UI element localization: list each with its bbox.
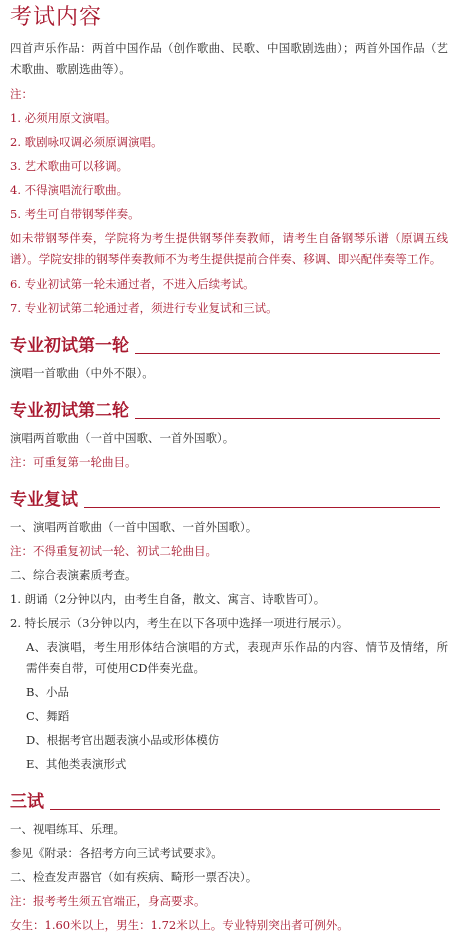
page-title: 考试内容 [10,5,103,30]
retest-item-2: 二、综合表演素质考查。 [10,568,137,582]
note-item-3: 3. 艺术歌曲可以移调。 [10,159,129,173]
third-item-1: 一、视唱练耳、乐理。 [10,822,125,836]
repertoire-requirement: 四首声乐作品：两首中国作品（创作歌曲、民歌、中国歌剧选曲）；两首外国作品（艺术歌曲、歌剧选曲等）。 [10,41,448,76]
talent-option-a: A、表演唱，考生用形体结合演唱的方式，表现声乐作品的内容、情节及情绪，所需伴奏自带，可使用CD伴奏光盘。 [26,640,448,675]
section-rule [50,809,440,810]
note-item-1: 1. 必须用原文演唱。 [10,111,117,125]
round2-text: 演唱两首歌曲（一首中国歌、一首外国歌）。 [10,431,235,445]
section-title: 专业初试第一轮 [10,336,129,356]
talent-option-c: C、舞蹈 [26,709,70,723]
section-rule [84,507,440,508]
section-title: 三试 [10,792,44,812]
section-rule [135,353,440,354]
third-item-2: 二、检查发声器官（如有疾病、畸形一票否决）。 [10,870,258,884]
third-note-1: 注：报考考生须五官端正，身高要求。 [10,894,206,908]
note-item-5: 5. 考生可自带钢琴伴奏。 [10,207,140,221]
section-heading-round1 [10,335,448,357]
talent-option-d: D、根据考官出题表演小品或形体模仿 [26,733,220,747]
note-item-6: 6. 专业初试第一轮未通过者，不进入后续考试。 [10,277,255,291]
piano-accompaniment-note: 如未带钢琴伴奏，学院将为考生提供钢琴伴奏教师，请考生自备钢琴乐谱（原调五线谱）。学院安排的钢琴伴奏教师不为考生提供提前合伴奏、移调、即兴配伴奏等工作。 [10,231,448,266]
recitation-item: 1. 朗诵（2分钟以内，由考生自备，散文、寓言、诗歌皆可）。 [10,592,326,606]
section-heading-retest [10,489,448,511]
note-item-2: 2. 歌剧咏叹调必须原调演唱。 [10,135,163,149]
talent-item: 2. 特长展示（3分钟以内，考生在以下各项中选择一项进行展示）。 [10,616,349,630]
section-heading-round2 [10,400,448,422]
note-label: 注： [10,87,33,101]
talent-option-e: E、其他类表演形式 [26,757,127,771]
third-reference: 参见《附录：各招考方向三试考试要求》。 [10,846,223,860]
note-item-4: 4. 不得演唱流行歌曲。 [10,183,129,197]
note-item-7: 7. 专业初试第二轮通过者，须进行专业复试和三试。 [10,301,278,315]
exam-content-page [10,4,448,939]
round1-text: 演唱一首歌曲（中外不限）。 [10,366,154,380]
retest-item-1: 一、演唱两首歌曲（一首中国歌、一首外国歌）。 [10,520,258,534]
retest-note: 注：不得重复初试一轮、初试二轮曲目。 [10,544,217,558]
round2-note: 注：可重复第一轮曲目。 [10,455,137,469]
section-title: 专业初试第二轮 [10,401,129,421]
talent-option-b: B、小品 [26,685,69,699]
section-heading-third [10,791,448,813]
section-rule [135,418,440,419]
third-note-2: 女生：1.60米以上，男生：1.72米以上。专业特别突出者可例外。 [10,918,349,932]
section-title: 专业复试 [10,490,78,510]
